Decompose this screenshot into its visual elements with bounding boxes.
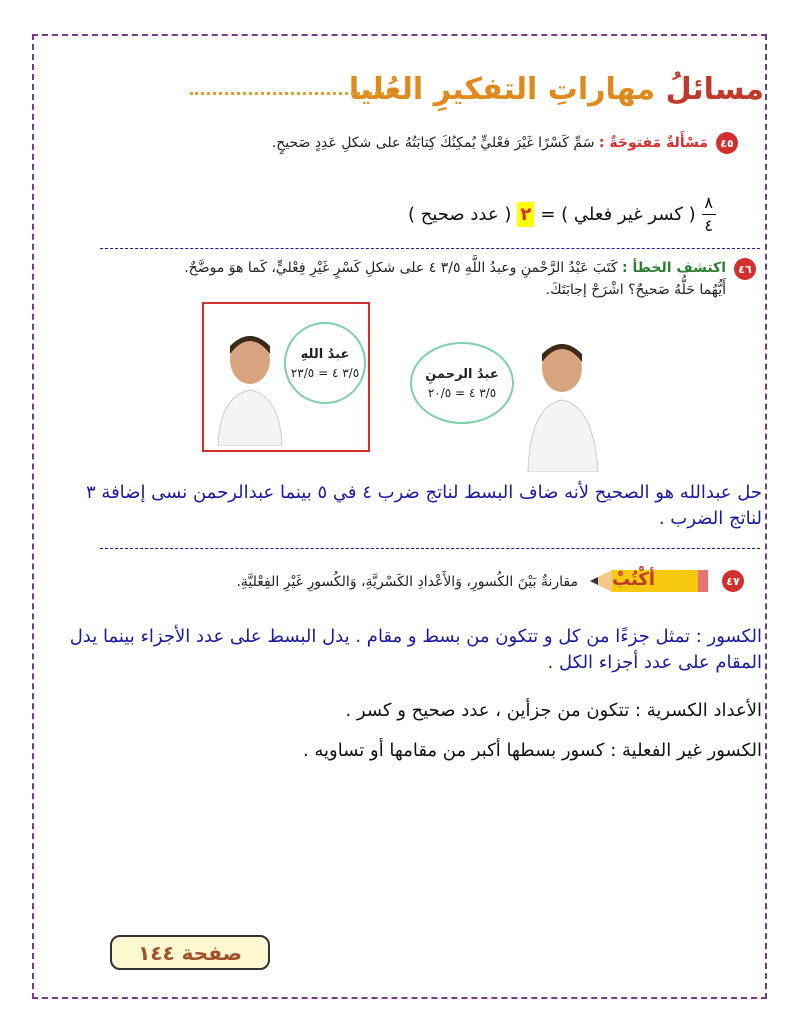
divider-2 — [100, 548, 760, 549]
answer-highlight: ٢ — [517, 202, 534, 227]
boy-icon — [210, 326, 290, 446]
title-dots — [190, 92, 390, 95]
q47-question: مقارنةٌ بَيْنَ الكُسورِ، وَالأَعْدادِ الكَسْريَّةِ، وَالكُسورِ غَيْرِ الفِعْليَّةِ. — [236, 574, 578, 590]
q46-question: اكتشف الخطأ : كَتَبَ عَبْدُ الرَّحْمنِ وعبدُ اللَّهِ ٣/٥ ٤ على شكلِ كَسْرٍ غَيْرِ فِعْليٍّ، كَما هوَ موضَّحٌ. — [184, 260, 726, 276]
abdulrahman-bubble: عبدُ الرحمنِ ٣/٥ ٤ = ٢٠/٥ — [410, 342, 514, 424]
q47-answer-1: الكسور : تمثل جزءًا من كل و تتكون من بسط و مقام . يدل البسط على عدد الأجزاء بينما يدل المقام على عدد أجزاء الكل . — [69, 626, 762, 674]
section-title: مسائلُ مهاراتِ التفكيرِ العُليا — [348, 72, 764, 107]
q45-question: مَسْأَلةٌ مَفتوحَةٌ : سَمِّ كَسْرًا غَيْرَ فعْليٍّ يُمكِنُكَ كِتابَتُهُ على شكلِ عَدِدٍ صَحيحٍ. — [271, 135, 708, 151]
q47-answer-2: الأعداد الكسرية : تتكون من جزأين ، عدد صحيح و كسر . — [345, 700, 762, 721]
abdulrahman-panel — [400, 302, 610, 452]
answer-whole-number-label: ( عدد صحيح ) — [408, 203, 512, 225]
q45-number-badge: ٤٥ — [716, 132, 738, 154]
q45-answer — [408, 192, 760, 236]
boy-icon — [518, 332, 608, 472]
abdullah-bubble: عبدُ اللهِ ٣/٥ ٤ = ٢٣/٥ — [284, 322, 366, 404]
q47-answer-3: الكسور غير الفعلية : كسور بسطها أكبر من مقامها أو تساويه . — [302, 740, 762, 761]
q46-answer: حل عبدالله هو الصحيح لأنه ضاف البسط لناتج ضرب ٤ في ٥ بينما عبدالرحمن نسى إضافة ٣ لناتج الضرب . — [86, 482, 762, 530]
q47-number-badge: ٤٧ — [722, 570, 744, 592]
q46-question-2: أَيُّهُما حَلُّهُ صَحيحٌ؟ اشْرَحْ إجابَتَكَ. — [545, 282, 726, 298]
q47-label: أكْتُبْ — [612, 569, 656, 590]
divider-1 — [100, 248, 760, 249]
abdullah-panel — [202, 302, 370, 452]
answer-improper-label: ( كسر غير فعلي ) = — [540, 203, 696, 225]
answer-fraction: $\frac{٨}{٤}$ — [702, 194, 716, 234]
q46-number-badge: ٤٦ — [734, 258, 756, 280]
page-number: صفحة ١٤٤ — [110, 935, 270, 970]
